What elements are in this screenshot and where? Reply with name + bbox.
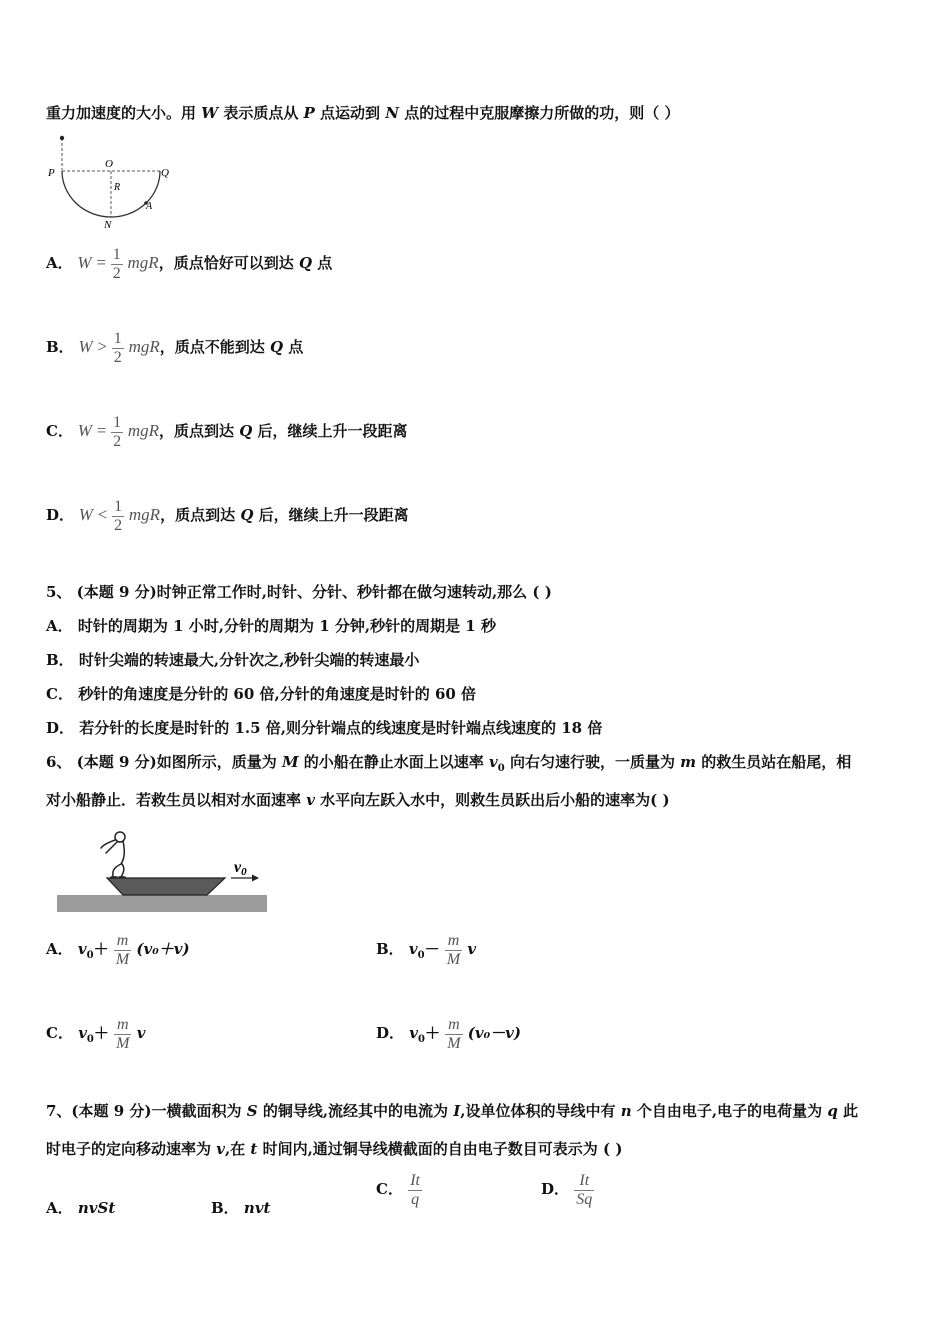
- lifeguard-figure: [101, 832, 125, 877]
- q5-option-b[interactable]: B． 时针尖端的转速最大,分针次之,秒针尖端的转速最小: [46, 651, 420, 669]
- q6-stem-line2: 对小船静止．若救生员以相对水面速率 v 水平向左跃入水中，则救生员跃出后小船的速率为( ): [46, 791, 670, 809]
- label-r: R: [114, 182, 121, 193]
- label-p: P: [48, 167, 55, 179]
- label-n: N: [104, 219, 112, 231]
- fraction: $\frac{m}{M}$: [447, 1016, 461, 1052]
- fraction: $\frac{m}{M}$: [115, 932, 130, 968]
- intro-text: 点的过程中克服摩擦力所做的功，则（ ）: [399, 104, 680, 122]
- q7-stem-line1: 7、(本题 9 分)一横截面积为 S 的铜导线,流经其中的电流为 I,设单位体积的导线中有 n 个自由电子,电子的电荷量为 q 此: [46, 1102, 859, 1120]
- fraction: $\frac{m}{M}$: [446, 932, 461, 968]
- intro-w: W: [201, 104, 219, 122]
- label-q: Q: [161, 167, 169, 179]
- fraction: $\frac{It}{q}$: [410, 1172, 420, 1208]
- velocity-label: v0: [234, 859, 247, 878]
- q6-stem-line1: 6、 (本题 9 分)如图所示，质量为 M 的小船在静止水面上以速率 $v_0$ 向右匀速行驶，一质量为 m 的救生员站在船尾，相: [46, 753, 852, 774]
- intro-text: 表示质点从: [218, 104, 304, 122]
- fraction: $\frac{m}{M}$: [116, 1016, 130, 1052]
- intro-line: [46, 102, 679, 123]
- water-surface: [57, 895, 267, 912]
- intro-n: N: [385, 104, 399, 122]
- intro-text: 重力加速度的大小。用: [46, 104, 202, 122]
- fraction: $\frac{1}{2}$: [113, 414, 122, 450]
- q5-option-d[interactable]: D． 若分针的长度是时针的 1.5 倍,则分针端点的线速度是时针端点线速度的 18 倍: [46, 719, 603, 737]
- fraction: $\frac{It}{Sq}$: [576, 1172, 593, 1208]
- q5-option-c[interactable]: C． 秒针的角速度是分针的 60 倍,分针的角速度是时针的 60 倍: [46, 685, 477, 703]
- fraction: $\frac{1}{2}$: [114, 498, 123, 534]
- fraction: $\frac{1}{2}$: [113, 330, 122, 366]
- q7-option-c[interactable]: C． $\frac{It}{q}$: [376, 1172, 420, 1208]
- q6-option-c[interactable]: C． $v_0+$ $\frac{m}{M}$ v: [46, 1016, 146, 1052]
- q4-option-d[interactable]: D． W < $\frac{1}{2}$ mgR，质点到达 Q 后，继续上升一段距离: [46, 498, 409, 534]
- q7-option-b[interactable]: B． nvt: [211, 1199, 271, 1217]
- q7-option-d[interactable]: D． $\frac{It}{Sq}$: [541, 1172, 593, 1208]
- particle-point: [60, 136, 64, 140]
- q5-option-a[interactable]: A． 时针的周期为 1 小时,分针的周期为 1 分钟,秒针的周期是 1 秒: [46, 617, 496, 635]
- q4-option-b[interactable]: B． W > $\frac{1}{2}$ mgR，质点不能到达 Q 点: [46, 330, 304, 366]
- q4-option-a[interactable]: A． W = $\frac{1}{2}$ mgR，质点恰好可以到达 Q 点: [46, 246, 333, 282]
- track-figure: [42, 132, 192, 232]
- q6-option-b[interactable]: B． $v_0-$ $\frac{m}{M}$ v: [376, 932, 477, 968]
- boat-figure: [55, 826, 270, 916]
- fraction: $\frac{1}{2}$: [112, 246, 121, 282]
- label-o: O: [105, 158, 113, 170]
- intro-text: 点运动到: [314, 104, 386, 122]
- q7-option-a[interactable]: A． nvSt: [46, 1199, 116, 1217]
- label-a: A: [146, 201, 153, 212]
- boat-hull: [107, 878, 225, 895]
- q6-option-d[interactable]: D． $v_0+$ $\frac{m}{M}$ (v₀－v): [376, 1016, 521, 1052]
- q5-stem: 5、 (本题 9 分)时钟正常工作时,时针、分针、秒针都在做匀速转动,那么 ( ): [46, 583, 552, 601]
- q6-option-a[interactable]: A． $v_0+$ $\frac{m}{M}$ (v₀＋v): [46, 932, 190, 968]
- q7-stem-line2: 时电子的定向移动速率为 v,在 t 时间内,通过铜导线横截面的自由电子数目可表示为 ( ): [46, 1140, 623, 1158]
- intro-p: P: [303, 104, 315, 122]
- q4-option-c[interactable]: C． W = $\frac{1}{2}$ mgR，质点到达 Q 后，继续上升一段距离: [46, 414, 408, 450]
